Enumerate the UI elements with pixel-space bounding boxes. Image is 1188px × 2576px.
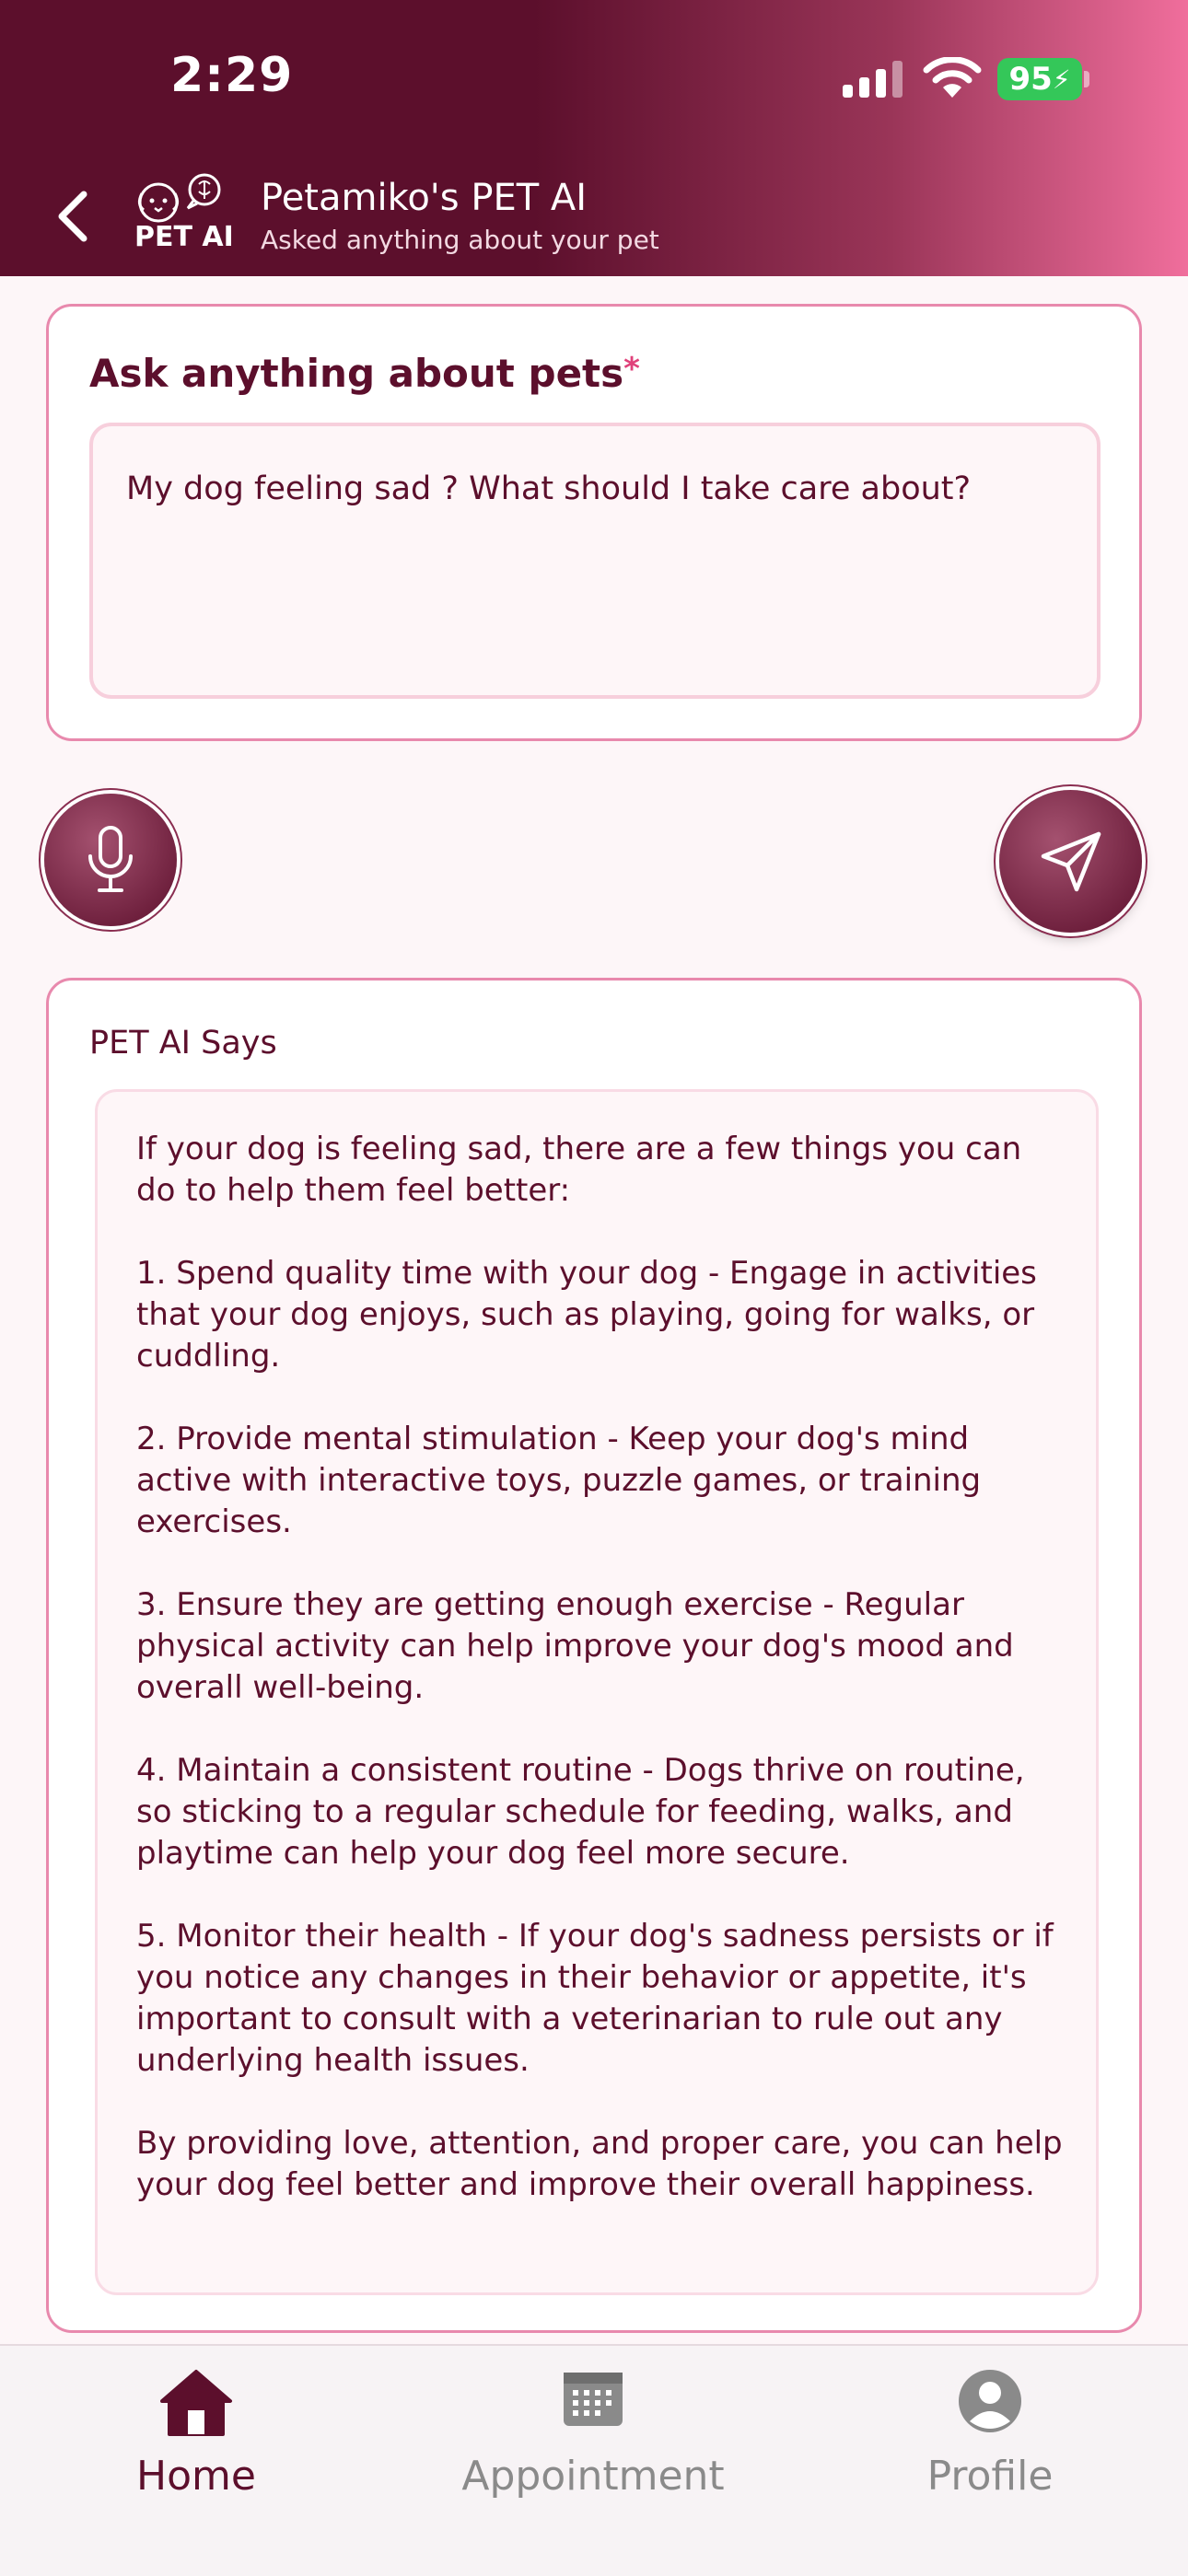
signal-icon	[843, 61, 903, 98]
back-arrow-icon[interactable]	[51, 189, 97, 244]
answer-box	[95, 1089, 1099, 2295]
tab-home-label: Home	[136, 2453, 256, 2500]
send-button[interactable]	[999, 790, 1142, 933]
microphone-icon	[83, 825, 138, 895]
microphone-button[interactable]	[44, 794, 177, 926]
page-title: Petamiko's PET AI	[261, 177, 588, 219]
send-icon	[1038, 829, 1104, 895]
answer-label: PET AI Says	[89, 1025, 277, 1062]
answer-text: If your dog is feeling sad, there are a few things you can do to help them feel better: 1. Spend quality time with your dog - Engage in activities that your dog enjoys, such as playing, going for walks, or cuddling. 2. Provide mental stimulation - Keep your dog's mind active with interactive toys, puzzle games, or training exercises. 3. Ensure they are getting enough exercise - Regular physical activity can help improve your dog's mood and overall well-being. 4. Maintain a consistent routine - Dogs thrive on routine, so sticking to a regular schedule for feeding, walks, and playtime can help your dog feel more secure. 5. Monitor their health - If your dog's sadness persists or if you notice any changes in their behavior or appetite, it's important to consult with a veterinarian to rule out any underlying health issues. By providing love, attention, and proper care, you can help your dog feel better and improve their overall happiness.	[136, 1131, 1063, 2203]
battery-indicator: 95 ⚡	[997, 58, 1082, 100]
required-mark: *	[623, 351, 640, 388]
ask-label: Ask anything about pets*	[89, 351, 640, 396]
battery-tip	[1084, 71, 1089, 87]
home-icon	[157, 2368, 236, 2438]
tab-appointment-label: Appointment	[461, 2453, 725, 2500]
tab-appointment[interactable]	[455, 2346, 731, 2576]
status-time: 2:29	[170, 48, 294, 103]
logo-text: PET AI	[134, 221, 234, 253]
answer-card	[46, 978, 1142, 2333]
question-input[interactable]	[89, 423, 1101, 699]
tab-home[interactable]	[58, 2346, 334, 2576]
bottom-tab-bar	[0, 2344, 1188, 2576]
tab-profile-label: Profile	[926, 2453, 1054, 2500]
wifi-icon	[923, 57, 982, 99]
ask-card	[46, 304, 1142, 741]
calendar-icon	[561, 2368, 625, 2429]
app-header	[0, 0, 1188, 276]
profile-icon	[957, 2368, 1023, 2434]
page-subtitle: Asked anything about your pet	[261, 225, 659, 255]
question-text: My dog feeling sad ? What should I take care about?	[126, 470, 972, 507]
tab-profile[interactable]	[852, 2346, 1128, 2576]
